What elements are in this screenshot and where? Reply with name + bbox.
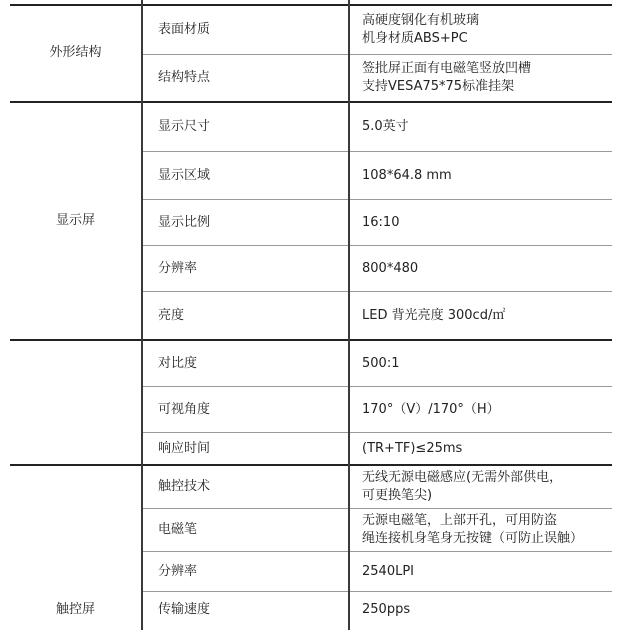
spec-table — [10, 0, 612, 630]
attribute-cell — [143, 103, 348, 151]
attribute-text: 分辨率 — [158, 260, 198, 276]
value-cell — [350, 5, 612, 54]
value-cell — [350, 552, 612, 591]
group-label — [10, 340, 141, 464]
value-cell — [350, 103, 612, 151]
attribute-text: 对比度 — [158, 355, 198, 371]
attribute-text: 表面材质 — [158, 21, 211, 37]
attribute-cell — [143, 341, 348, 386]
value-cell — [350, 246, 612, 291]
attribute-text: 亮度 — [158, 307, 185, 323]
attribute-cell — [143, 466, 348, 508]
attribute-text: 传输速度 — [158, 602, 211, 617]
value-cell — [350, 466, 612, 508]
value-cell — [350, 341, 612, 386]
attribute-cell — [143, 433, 348, 464]
group-label — [10, 5, 141, 101]
attribute-cell — [143, 246, 348, 291]
value-cell — [350, 200, 612, 245]
attribute-cell — [143, 387, 348, 432]
value-text: LED 背光亮度 300cd/㎡ — [362, 307, 506, 323]
attribute-text: 结构特点 — [158, 70, 211, 85]
value-text: 高硬度钢化有机玻璃 机身材质ABS+PC — [362, 12, 480, 46]
value-text: 无线无源电磁感应(无需外部供电， 可更换笔尖) — [362, 470, 563, 503]
attribute-text: 可视角度 — [158, 401, 211, 417]
value-text: 500:1 — [362, 355, 400, 371]
group-label — [10, 592, 141, 628]
value-text: 170°（V）/170°（H） — [362, 401, 500, 417]
attribute-text: 显示尺寸 — [158, 119, 211, 134]
value-cell — [350, 592, 612, 628]
value-text: 无源电磁笔，上部开孔，可用防盗 绳连接机身笔身无按键（可防止误触） — [362, 513, 584, 546]
attribute-text: 显示区域 — [158, 167, 211, 183]
value-text: 5.0英寸 — [362, 119, 409, 134]
attribute-cell — [143, 152, 348, 199]
value-cell — [350, 387, 612, 432]
attribute-cell — [143, 55, 348, 101]
value-text: 签批屏正面有电磁笔竖放凹槽 支持VESA75*75标准挂架 — [362, 61, 532, 94]
value-text: 800*480 — [362, 260, 419, 276]
attribute-cell — [143, 292, 348, 339]
attribute-cell — [143, 5, 348, 54]
attribute-text: 电磁笔 — [158, 522, 198, 537]
value-text: 108*64.8 mm — [362, 167, 452, 183]
attribute-text: 显示比例 — [158, 214, 211, 230]
value-cell — [350, 509, 612, 551]
value-cell — [350, 55, 612, 101]
attribute-text: 触控技术 — [158, 479, 211, 494]
value-cell — [350, 292, 612, 339]
group-label — [10, 102, 141, 339]
group-label-text: 显示屏 — [55, 212, 95, 228]
attribute-cell — [143, 509, 348, 551]
value-text: 16:10 — [362, 214, 400, 230]
group-label-text: 外形结构 — [49, 45, 102, 60]
attribute-text: 响应时间 — [158, 440, 211, 456]
attribute-cell — [143, 552, 348, 591]
attribute-cell — [143, 592, 348, 628]
attribute-text: 分辨率 — [158, 563, 198, 579]
group-label-text: 触控屏 — [55, 602, 95, 617]
attribute-cell — [143, 200, 348, 245]
value-text: (TR+TF)≤25ms — [362, 440, 463, 456]
value-cell — [350, 433, 612, 464]
value-cell — [350, 152, 612, 199]
value-text: 250pps — [362, 602, 411, 617]
value-text: 2540LPI — [362, 563, 414, 579]
